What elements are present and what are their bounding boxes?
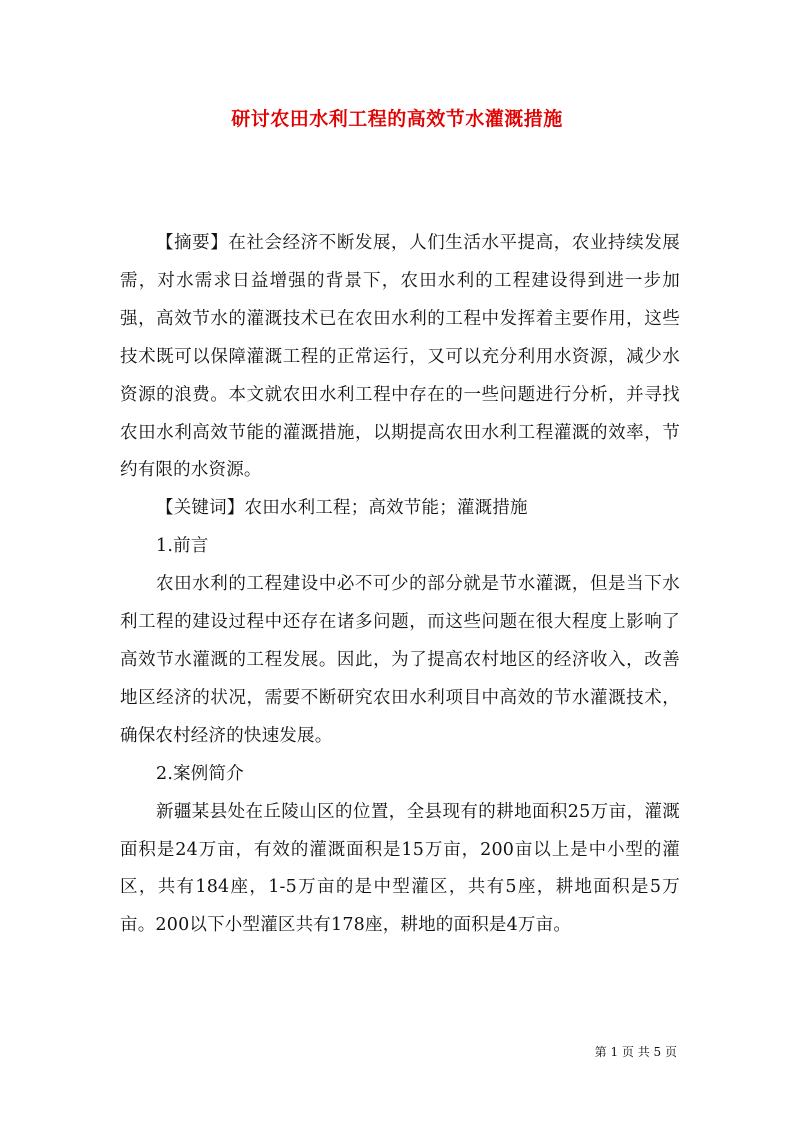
abstract-paragraph: 【摘要】在社会经济不断发展，人们生活水平提高，农业持续发展需，对水需求日益增强的背景下，农田水利的工程建设得到进一步加强，高效节水的灌溉技术已在农田水利的工程中发挥着主要作用，这些技术既可以保障灌溉工程的正常运行，又可以充分利用水资源，减少水资源的浪费。本文就农田水利工程中存在的一些问题进行分析，并寻找农田水利高效节能的灌溉措施，以期提高农田水利工程灌溉的效率，节约有限的水资源。: [120, 233, 680, 481]
section-heading-case: 2.案例简介: [156, 763, 244, 784]
case-paragraph: 新疆某县处在丘陵山区的位置，全县现有的耕地面积25万亩，灌溉面积是24万亩，有效的灌溉面积是15万亩，200亩以上是中小型的灌区，共有184座，1-5万亩的是中型灌区，共有5座，耕地面积是5万亩。200以下小型灌区共有178座，耕地的面积是4万亩。: [120, 801, 680, 936]
section-heading-intro: 1.前言: [156, 536, 209, 557]
keywords-paragraph: 【关键词】农田水利工程；高效节能；灌溉措施: [156, 498, 528, 519]
document-title: 研讨农田水利工程的高效节水灌溉措施: [231, 108, 563, 130]
document-body: [120, 225, 680, 945]
page-footer: [0, 1043, 677, 1060]
intro-paragraph: 农田水利的工程建设中必不可少的部分就是节水灌溉，但是当下水利工程的建设过程中还存在诸多问题，而这些问题在很大程度上影响了高效节水灌溉的工程发展。因此，为了提高农村地区的经济收入，改善地区经济的状况，需要不断研究农田水利项目中高效的节水灌溉技术，确保农村经济的快速发展。: [120, 574, 680, 746]
page-number-label: 第 1 页 共 5 页: [594, 1045, 677, 1059]
